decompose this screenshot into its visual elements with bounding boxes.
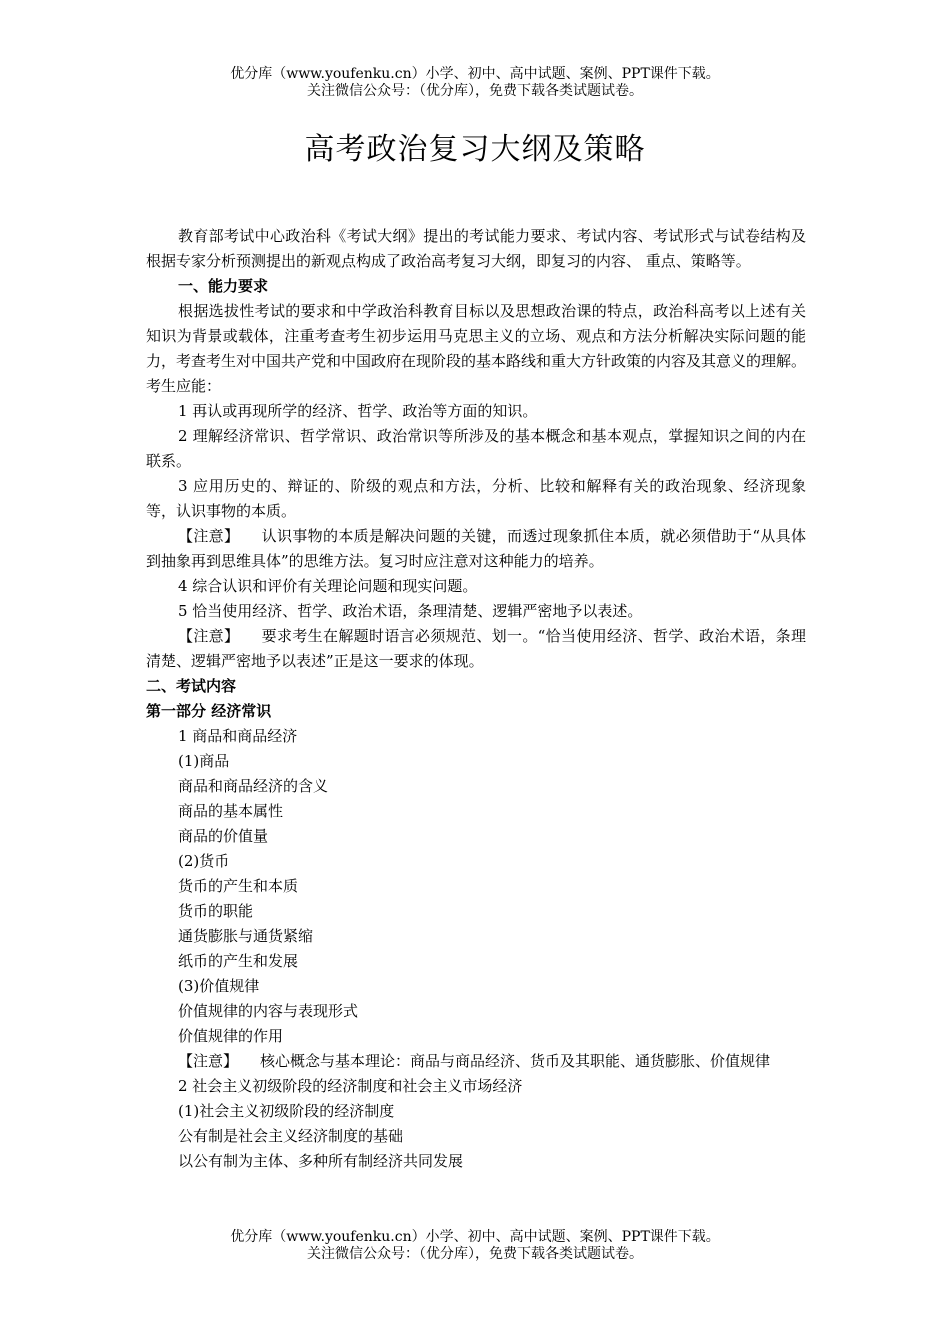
outline-line: 价值规律的内容与表现形式 bbox=[178, 1002, 359, 1020]
document-title: 高考政治复习大纲及策略 bbox=[304, 132, 646, 167]
outline-line: 商品和商品经济的含义 bbox=[178, 777, 329, 795]
ability-paragraph: 根据选拔性考试的要求和中学政治科教育目标以及思想政治课的特点，政治科高考以上述有关知识为背景或载体，注重考查考生初步运用马克思主义的立场、观点和方法分析解决实际问题的能力，考查考生对中国共产党和中国政府在现阶段的基本路线和重大方针政策的内容及其意义的理解。考生应能： bbox=[146, 302, 807, 395]
header-line-2: 关注微信公众号：（优分库），免费下载各类试题试卷。 bbox=[307, 83, 643, 99]
part-heading-economics: 第一部分 经济常识 bbox=[146, 702, 272, 720]
note-paragraph-1 bbox=[146, 524, 806, 574]
note-label: 【注意】 bbox=[178, 627, 240, 645]
note-paragraph-3 bbox=[146, 1049, 806, 1074]
note-text: 核心概念与基本理论：商品与商品经济、货币及其职能、通货膨胀、价值规律 bbox=[260, 1052, 771, 1070]
ability-item-1: 1 再认或再现所学的经济、哲学、政治等方面的知识。 bbox=[178, 402, 538, 420]
ability-item-3: 3 应用历史的、辩证的、阶级的观点和方法，分析、比较和解释有关的政治现象、经济现象等，认识事物的本质。 bbox=[146, 477, 806, 520]
outline-line: 纸币的产生和发展 bbox=[178, 952, 299, 970]
outline-line: 1 商品和商品经济 bbox=[178, 727, 298, 745]
section-heading-content: 二、考试内容 bbox=[146, 677, 237, 695]
document-body bbox=[146, 224, 806, 1174]
outline-line: 商品的基本属性 bbox=[178, 802, 284, 820]
note-text: 认识事物的本质是解决问题的关键，而透过现象抓住本质，就必须借助于“从具体到抽象再到思维具体”的思维方法。复习时应注意对这种能力的培养。 bbox=[146, 527, 806, 570]
outline-line: 通货膨胀与通货紧缩 bbox=[178, 927, 314, 945]
header-line-1: 优分库（www.youfenku.cn）小学、初中、高中试题、案例、PPT课件下载。 bbox=[230, 66, 720, 82]
section-heading-ability: 一、能力要求 bbox=[178, 277, 269, 295]
intro-paragraph: 教育部考试中心政治科《考试大纲》提出的考试能力要求、考试内容、考试形式与试卷结构及根据专家分析预测提出的新观点构成了政治高考复习大纲，即复习的内容、 重点、策略等。 bbox=[146, 227, 806, 270]
outline-line: 公有制是社会主义经济制度的基础 bbox=[178, 1127, 404, 1145]
ability-item-5: 5 恰当使用经济、哲学、政治术语，条理清楚、逻辑严密地予以表述。 bbox=[178, 602, 643, 620]
outline-line: (2)货币 bbox=[178, 852, 230, 870]
note-label: 【注意】 bbox=[178, 527, 240, 545]
note-text: 要求考生在解题时语言必须规范、划一。“恰当使用经济、哲学、政治术语，条理清楚、逻辑严密地予以表述”正是这一要求的体现。 bbox=[146, 627, 806, 670]
outline-line: 货币的职能 bbox=[178, 902, 254, 920]
outline-line: (1)商品 bbox=[178, 752, 230, 770]
note-label: 【注意】 bbox=[178, 1052, 239, 1070]
outline-line: 货币的产生和本质 bbox=[178, 877, 299, 895]
footer-line-2: 关注微信公众号：（优分库），免费下载各类试题试卷。 bbox=[307, 1246, 643, 1262]
outline-line: (3)价值规律 bbox=[178, 977, 260, 995]
outline-line: 价值规律的作用 bbox=[178, 1027, 284, 1045]
page-footer bbox=[0, 1229, 950, 1263]
ability-item-2: 2 理解经济常识、哲学常识、政治常识等所涉及的基本概念和基本观点，掌握知识之间的内在联系。 bbox=[146, 427, 806, 470]
outline-line: 2 社会主义初级阶段的经济制度和社会主义市场经济 bbox=[178, 1077, 523, 1095]
footer-line-1: 优分库（www.youfenku.cn）小学、初中、高中试题、案例、PPT课件下载。 bbox=[230, 1229, 720, 1245]
outline-line: 商品的价值量 bbox=[178, 827, 269, 845]
outline-line: 以公有制为主体、多种所有制经济共同发展 bbox=[178, 1152, 464, 1170]
page-header bbox=[0, 66, 950, 100]
outline-line: (1)社会主义初级阶段的经济制度 bbox=[178, 1102, 395, 1120]
note-paragraph-2 bbox=[146, 624, 806, 674]
ability-item-4: 4 综合认识和评价有关理论问题和现实问题。 bbox=[178, 577, 478, 595]
